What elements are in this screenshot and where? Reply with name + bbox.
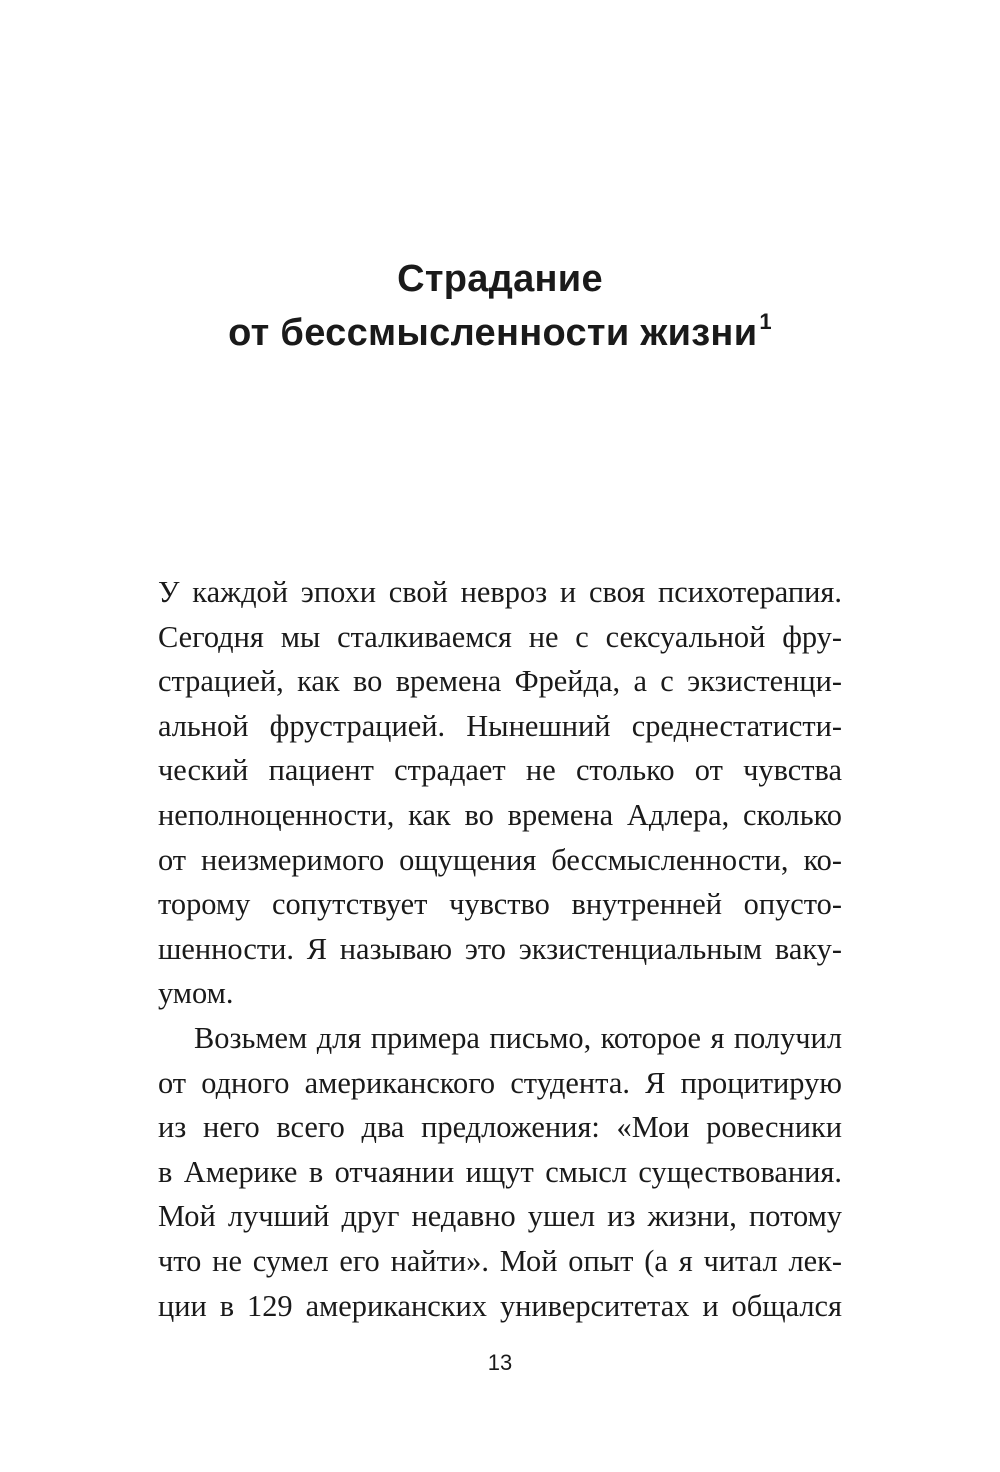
text-line: от одного американского студента. Я процитирую <box>158 1065 842 1100</box>
chapter-title <box>0 252 1000 365</box>
body-text <box>158 570 842 1328</box>
paragraph-2 <box>158 1016 842 1328</box>
chapter-title-line-2 <box>0 306 1000 365</box>
chapter-title-line-2-text: от бессмысленности жизни <box>228 312 758 354</box>
text-line: Сегодня мы сталкиваемся не с сексуальной фру- <box>158 619 842 654</box>
page-number: 13 <box>487 1350 513 1375</box>
text-line: Мой лучший друг недавно ушел из жизни, потому <box>158 1199 842 1234</box>
text-line: от неизмеримого ощущения бессмысленности, ко- <box>158 842 842 877</box>
text-line: альной фрустрацией. Нынешний среднестатисти- <box>158 708 842 743</box>
text-line: торому сопутствует чувство внутренней опусто- <box>158 887 842 922</box>
text-line: из него всего два предложения: «Мои ровесники <box>158 1110 842 1145</box>
text-line: ции в 129 американских университетах и общался <box>158 1288 842 1323</box>
footnote-marker[interactable]: 1 <box>759 309 772 334</box>
text-line: Возьмем для примера письмо, которое я получил <box>194 1020 842 1055</box>
text-line: в Америке в отчаянии ищут смысл существования. <box>158 1154 842 1189</box>
text-line: шенности. Я называю это экзистенциальным ваку- <box>158 931 842 966</box>
chapter-title-line-1: Страдание <box>397 258 603 300</box>
text-line: ческий пациент страдает не столько от чувства <box>158 753 842 788</box>
paragraph-1 <box>158 570 842 1016</box>
text-line: страцией, как во времена Фрейда, а с экзистенци- <box>158 664 842 699</box>
text-line: У каждой эпохи свой невроз и своя психотерапия. <box>158 575 842 609</box>
text-line: умом. <box>158 976 234 1011</box>
text-line: неполноценности, как во времена Адлера, сколько <box>158 797 842 832</box>
text-line: что не сумел его найти». Мой опыт (а я читал лек- <box>158 1243 842 1278</box>
